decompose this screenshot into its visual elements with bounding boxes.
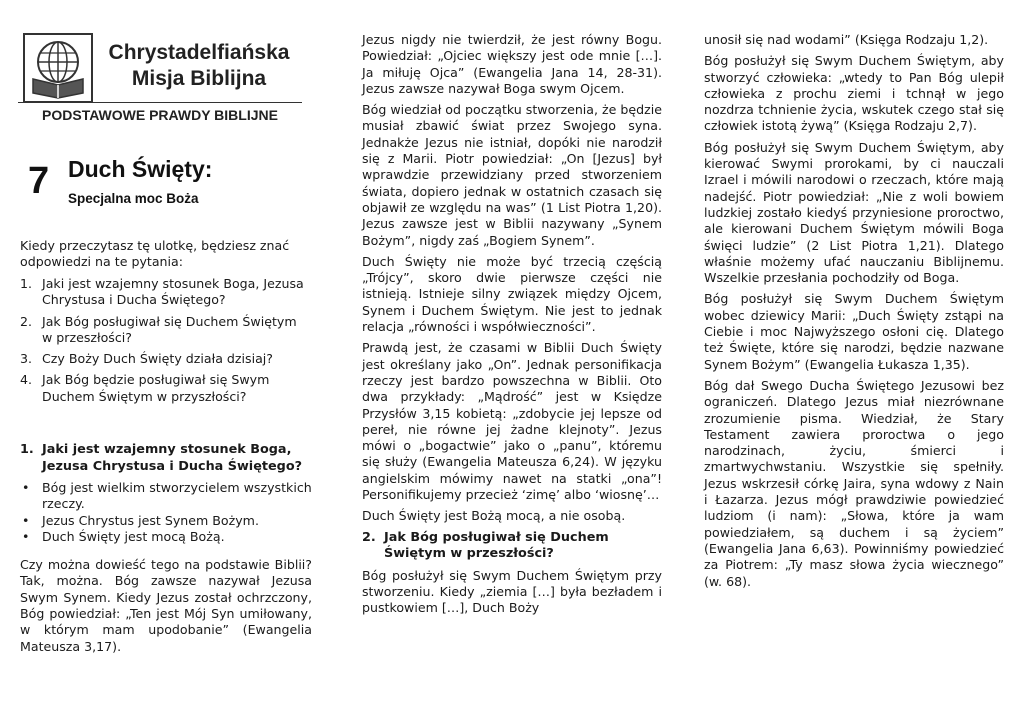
- section-number: 2.: [362, 529, 376, 545]
- section-1-bullets: [20, 480, 312, 545]
- leaflet-subtitle: Specjalna moc Boża: [68, 191, 199, 206]
- paragraph: Duch Święty nie może być trzecią częścią „Trójcy”, skoro dwie pierwsze części nie istnieją. Istnieje silny związek między Ojcem, Synem i Duchem Świętym. Nie jest to jednak relacja „równości i współwieczności”.: [362, 253, 662, 335]
- question-item: [20, 314, 310, 347]
- paragraph: Bóg posłużył się Swym Duchem Świętym wobec dziewicy Marii: „Duch Święty zstąpi na Ciebie i moc Najwyższego osłoni cię. Dlatego też Święte, które się narodzi, będzie nazwane Synem Bożym” (Ewangelia Łukasza 1,35).: [704, 291, 1004, 372]
- bullet-item: • Jezus Chrystus jest Synem Bożym.: [20, 513, 312, 529]
- question-text: Jaki jest wzajemny stosunek Boga, Jezusa Chrystusa i Ducha Świętego?: [42, 276, 304, 308]
- question-text: Jak Bóg będzie posługiwał się Swym Duchem Świętym w przyszłości?: [42, 372, 270, 404]
- question-list: [20, 276, 310, 410]
- paragraph: Bóg posłużył się Swym Duchem Świętym przy stworzeniu. Kiedy „ziemia […] była bezładem i pustkowiem […], Duch Boży: [362, 567, 662, 616]
- section-number: 1.: [20, 442, 34, 457]
- paragraph: unosił się nad wodami” (Księga Rodzaju 1,2).: [704, 32, 989, 47]
- question-text: Jak Bóg posługiwał się Duchem Świętym w przeszłości?: [42, 313, 297, 345]
- bullet-item: • Duch Święty jest mocą Bożą.: [20, 529, 312, 545]
- section-2-heading: [362, 530, 662, 563]
- section-heading-text: Jaki jest wzajemny stosunek Boga, Jezusa Chrystusa i Ducha Świętego?: [42, 442, 303, 474]
- leaflet-number: 7: [28, 160, 50, 202]
- section-1-heading: [20, 442, 312, 475]
- paragraph: Bóg posłużył się Swym Duchem Świętym, aby kierować Swymi prorokami, by ci nauczali Izrael i mówili narodowi o rzeczach, które mają nadejść. Piotr powiedział: „Nie z woli bowiem ludzkiej zostało kiedyś przyniesione proroctwo, ale kierowani Duchem Świętym mówili Boga święci ludzie” (2 List Piotra 1,21). Dlatego właśnie możemy ufać nauczaniu Biblijnemu. Wszelkie przesłania pochodziły od Boga.: [704, 139, 1004, 286]
- leaflet-title: Duch Święty:: [68, 156, 213, 182]
- paragraph: Bóg wiedział od początku stworzenia, że będzie musiał zbawić świat przez Swojego syna. Jednakże Jezus nie istniał, dopóki nie narodził się z Marii. Piotr powiedział: „On [Jezus] był wprawdzie przewidziany przed stworzeniem świata, dopiero jednak w ostatnich czasach się objawił ze względu na was” (1 List Piotra 1,20). Jezus zawsze jest w Biblii nazywany „Synem Bożym”, nigdy zaś „Bogiem Synem”.: [362, 102, 662, 248]
- question-item: [20, 372, 310, 405]
- question-text: Czy Boży Duch Święty działa dzisiaj?: [42, 351, 273, 367]
- column-2: [362, 32, 662, 622]
- paragraph: Jezus nigdy nie twierdził, że jest równy Bogu. Powiedział: „Ojciec większy jest ode mnie […]. Ja miłuję Ojca” (Ewangelia Jana 14, 28-31). Jezus zawsze nazywał Boga swym Ojcem.: [362, 32, 662, 96]
- globe-book-logo-icon: [25, 35, 91, 101]
- intro-text: Kiedy przeczytasz tę ulotkę, będziesz znać odpowiedzi na te pytania:: [20, 238, 290, 270]
- brand-line-1: Chrystadelfiańska: [108, 41, 290, 64]
- question-item: [20, 351, 310, 367]
- paragraph: Bóg dał Swego Ducha Świętego Jezusowi bez ograniczeń. Dlatego Jezus miał niezrównane zrozumienie pisma. Wiedział, że Stary Testament zawiera proroctwa o jego narodzinach, życiu, śmierci i zmartwychwstaniu. Wszystkie się spełniły. Jezus wskrzesił córkę Jaira, syna wdowy z Nain i Łazarza. Jezus mógł prawdziwie powiedzieć ludziom (i nam): „Słowa, które ja wam powiedziałem, są duchem i są życiem” (Ewangelia Jana 6,63). Powinniśmy powiedzieć za Piotrem: „Ty masz słowa życia wiecznego” (w. 68).: [704, 377, 1004, 589]
- paragraph: Czy można dowieść tego na podstawie Biblii? Tak, można. Bóg zawsze nazywał Jezusa Swym Synem. Kiedy Jezus został ochrzczony, Bóg powiedział: „Ten jest Mój Syn umiłowany, w którym mam upodobanie” (Ewangelia Mateusza 3,17).: [20, 557, 312, 654]
- paragraph: Prawdą jest, że czasami w Biblii Duch Święty jest określany jako „On”. Jednak personifikacja rzeczy jest bardzo powszechna w Biblii. Oto dwa przykłady: „Mądrość” jest w Księdze Przysłów 3,15 kobietą: „zdobycie jej lepsze od pereł, nie równe jej żadne klejnoty”. Jezus mówi o „bogactwie” jako o „panu”, któremu się służy (Ewangelia Mateusza 6,24). W języku angielskim mówimy nawet na statki „ona”! Personifikujemy przecież ‘zimę’ albo ‘wiosnę’…: [362, 340, 662, 503]
- column-3: [704, 32, 1004, 595]
- section-heading-text: Jak Bóg posługiwał się Duchem Świętym w przeszłości?: [384, 529, 609, 562]
- bullet-item: • Bóg jest wielkim stworzycielem wszystkich rzeczy.: [20, 480, 312, 513]
- brand-line-2: Misja Biblijna: [131, 67, 267, 90]
- question-item: [20, 276, 310, 309]
- paragraph: Duch Święty jest Bożą mocą, a nie osobą.: [362, 508, 626, 524]
- header-divider: [18, 102, 302, 103]
- series-subtitle: PODSTAWOWE PRAWDY BIBLIJNE: [42, 107, 278, 123]
- logo: [23, 33, 93, 103]
- brand-name: [90, 40, 308, 92]
- question-number: 1.: [20, 276, 33, 291]
- question-number: 3.: [20, 351, 33, 367]
- paragraph: Bóg posłużył się Swym Duchem Świętym, aby stworzyć człowieka: „wtedy to Pan Bóg ulepił człowieka z prochu ziemi i tchnął w jego nozdrza tchnienie życia, wskutek czego stał się człowiek istotą żywą” (Księga Rodzaju 2,7).: [704, 53, 1004, 134]
- section-1: [20, 442, 312, 660]
- question-number: 4.: [20, 372, 33, 388]
- question-number: 2.: [20, 313, 33, 329]
